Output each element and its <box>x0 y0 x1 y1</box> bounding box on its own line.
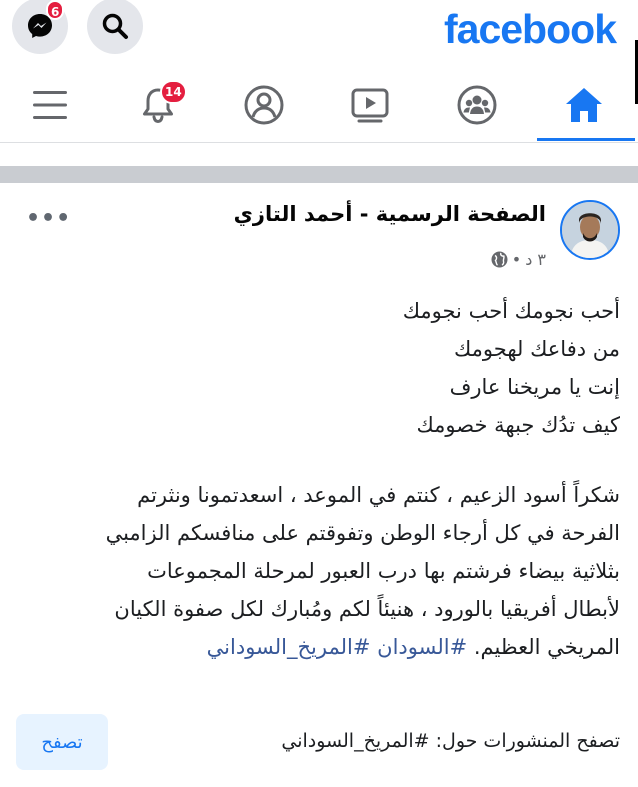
globe-icon <box>491 251 508 268</box>
groups-icon <box>456 84 498 126</box>
top-bar <box>0 0 638 58</box>
hashtag-merrikh[interactable]: #المريخ_السوداني <box>206 635 371 659</box>
avatar-image <box>562 202 618 258</box>
page-name[interactable]: الصفحة الرسمية - أحمد التازي <box>233 202 546 226</box>
nav-groups[interactable] <box>437 72 517 138</box>
browse-topic-label: تصفح المنشورات حول: #المريخ_السوداني <box>281 730 620 752</box>
poem-line: من دفاعك لهجومك <box>453 337 620 361</box>
body-last-line <box>20 628 620 666</box>
nav-divider <box>0 142 638 143</box>
profile-icon <box>243 84 285 126</box>
nav-profile[interactable] <box>224 72 304 138</box>
nav-menu[interactable] <box>10 72 90 138</box>
watch-icon <box>349 84 391 126</box>
browse-button[interactable]: تصفح <box>16 714 108 770</box>
page-avatar[interactable] <box>560 200 620 260</box>
browse-topic-row <box>0 712 638 772</box>
messenger-button[interactable] <box>12 0 68 54</box>
body-line: المريخي العظيم. <box>473 635 620 659</box>
post-body <box>20 292 620 666</box>
search-icon <box>100 11 130 41</box>
home-icon <box>563 85 605 125</box>
body-line: بثلاثية بيضاء فرشتم بها درب العبور لمرحلة المجموعات <box>147 559 620 583</box>
nav-bar <box>0 72 638 144</box>
hashtag-sudan[interactable]: #السودان <box>377 635 468 659</box>
post-options-button[interactable]: ••• <box>26 206 72 231</box>
poem-line: أحب نجومك أحب نجومك <box>402 299 620 323</box>
meta-separator: • <box>511 250 522 269</box>
poem-line: كيف تدُك جبهة خصومك <box>416 413 620 437</box>
search-button[interactable] <box>87 0 143 54</box>
nav-notifications[interactable] <box>118 72 198 138</box>
paragraph-gap <box>20 444 620 476</box>
nav-active-indicator <box>537 138 635 141</box>
post-header <box>0 196 638 276</box>
post-time[interactable]: ٣ د <box>525 250 546 269</box>
messenger-badge: 6 <box>46 0 64 20</box>
poem-line: إنت يا مريخنا عارف <box>449 375 620 399</box>
nav-watch[interactable] <box>330 72 410 138</box>
body-line: الفرحة في كل أرجاء الوطن وتفوقتم على منافسكم الزامبي <box>105 521 620 545</box>
nav-home[interactable] <box>544 72 624 138</box>
feed-separator <box>0 166 638 183</box>
post-meta <box>491 250 546 269</box>
notifications-badge: 14 <box>160 80 187 104</box>
facebook-logo[interactable]: facebook <box>444 6 616 52</box>
body-line: لأبطال أفريقيا بالورود ، هنيئاً لكم ومُبارك لكل صفوة الكيان <box>114 597 620 621</box>
menu-icon <box>30 87 70 123</box>
body-line: شكراً أسود الزعيم ، كنتم في الموعد ، اسعدتمونا ونثرتم <box>137 483 620 507</box>
